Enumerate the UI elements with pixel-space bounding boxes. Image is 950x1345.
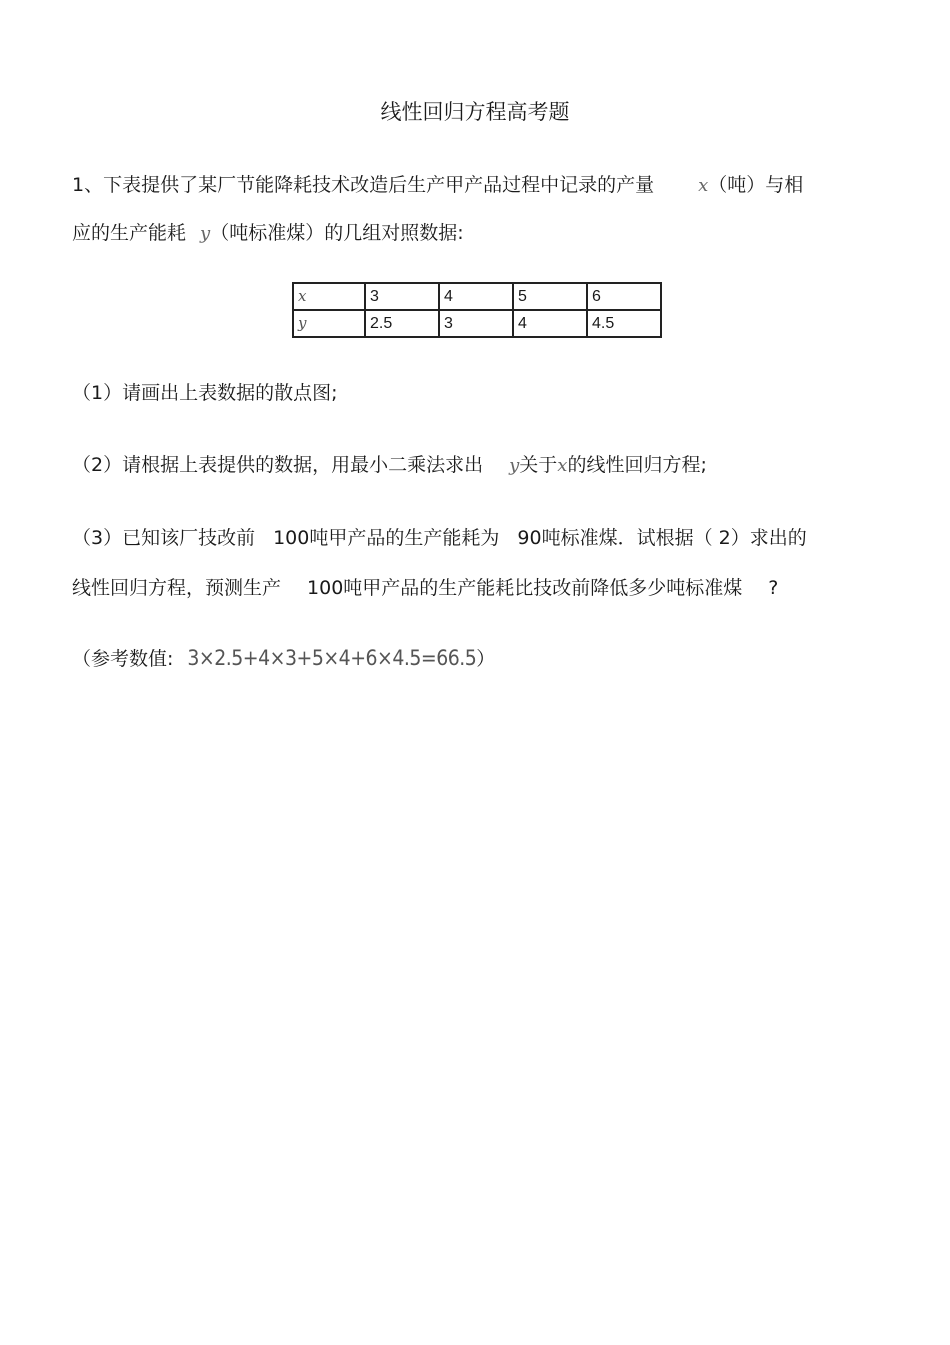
variable-y: y (509, 455, 520, 476)
question-1-text: 1、下表提供了某厂节能降耗技术改造后生产甲产品过程中记录的产量 (72, 174, 655, 196)
reference-label: （参考数值: (72, 648, 174, 670)
part-1: （1）请画出上表数据的散点图; (72, 382, 338, 404)
table-cell: 5 (513, 283, 587, 310)
table-cell: 2.5 (365, 310, 439, 337)
question-1-text-cont: 应的生产能耗 (72, 222, 187, 244)
table-cell: 3 (365, 283, 439, 310)
reference-formula: 3×2.5+4×3+5×4+6×4.5=66.5 (187, 646, 477, 670)
table-row (293, 310, 661, 337)
variable-y: y (200, 223, 211, 244)
reference-close: ） (476, 648, 496, 670)
part-3-text-b: 吨甲产品的生产能耗为 (309, 527, 500, 549)
part-3-number: 100 (273, 527, 310, 549)
part-3-line-1 (72, 523, 807, 550)
table-header-cell: x (293, 283, 365, 310)
reference-values (72, 644, 495, 671)
part-3-text-e: 吨甲产品的生产能耗比技改前降低多少吨标准煤 (343, 577, 743, 599)
table-header-cell: y (293, 310, 365, 337)
data-table (292, 282, 662, 338)
part-3-number: 90 (517, 527, 542, 549)
question-1-line-1 (72, 170, 803, 197)
part-3-question-mark: ? (768, 577, 779, 599)
part-2-text-b: 关于 (519, 454, 558, 476)
question-1-text-end: （吨标准煤）的几组对照数据: (210, 222, 464, 244)
part-2-text-c: 的线性回归方程; (567, 454, 707, 476)
variable-x: x (698, 175, 709, 196)
table-cell: 3 (439, 310, 513, 337)
part-3-number: 100 (307, 577, 344, 599)
question-1-unit-text: （吨）与相 (708, 174, 804, 196)
part-2-text: （2）请根据上表提供的数据，用最小二乘法求出 (72, 454, 484, 476)
table-cell: 4 (439, 283, 513, 310)
table-row (293, 283, 661, 310)
part-2 (72, 450, 707, 477)
page-title: 线性回归方程高考题 (380, 100, 570, 124)
variable-x: x (557, 455, 568, 476)
table-cell: 4 (513, 310, 587, 337)
part-3-text-c: 吨标准煤．试根据（ 2）求出的 (541, 527, 807, 549)
part-3-text: （3）已知该厂技改前 (72, 527, 256, 549)
table-cell: 4.5 (587, 310, 661, 337)
question-1-line-2 (72, 218, 464, 245)
table-cell: 6 (587, 283, 661, 310)
part-3-text-d: 线性回归方程，预测生产 (72, 577, 282, 599)
part-3-line-2 (72, 573, 778, 600)
